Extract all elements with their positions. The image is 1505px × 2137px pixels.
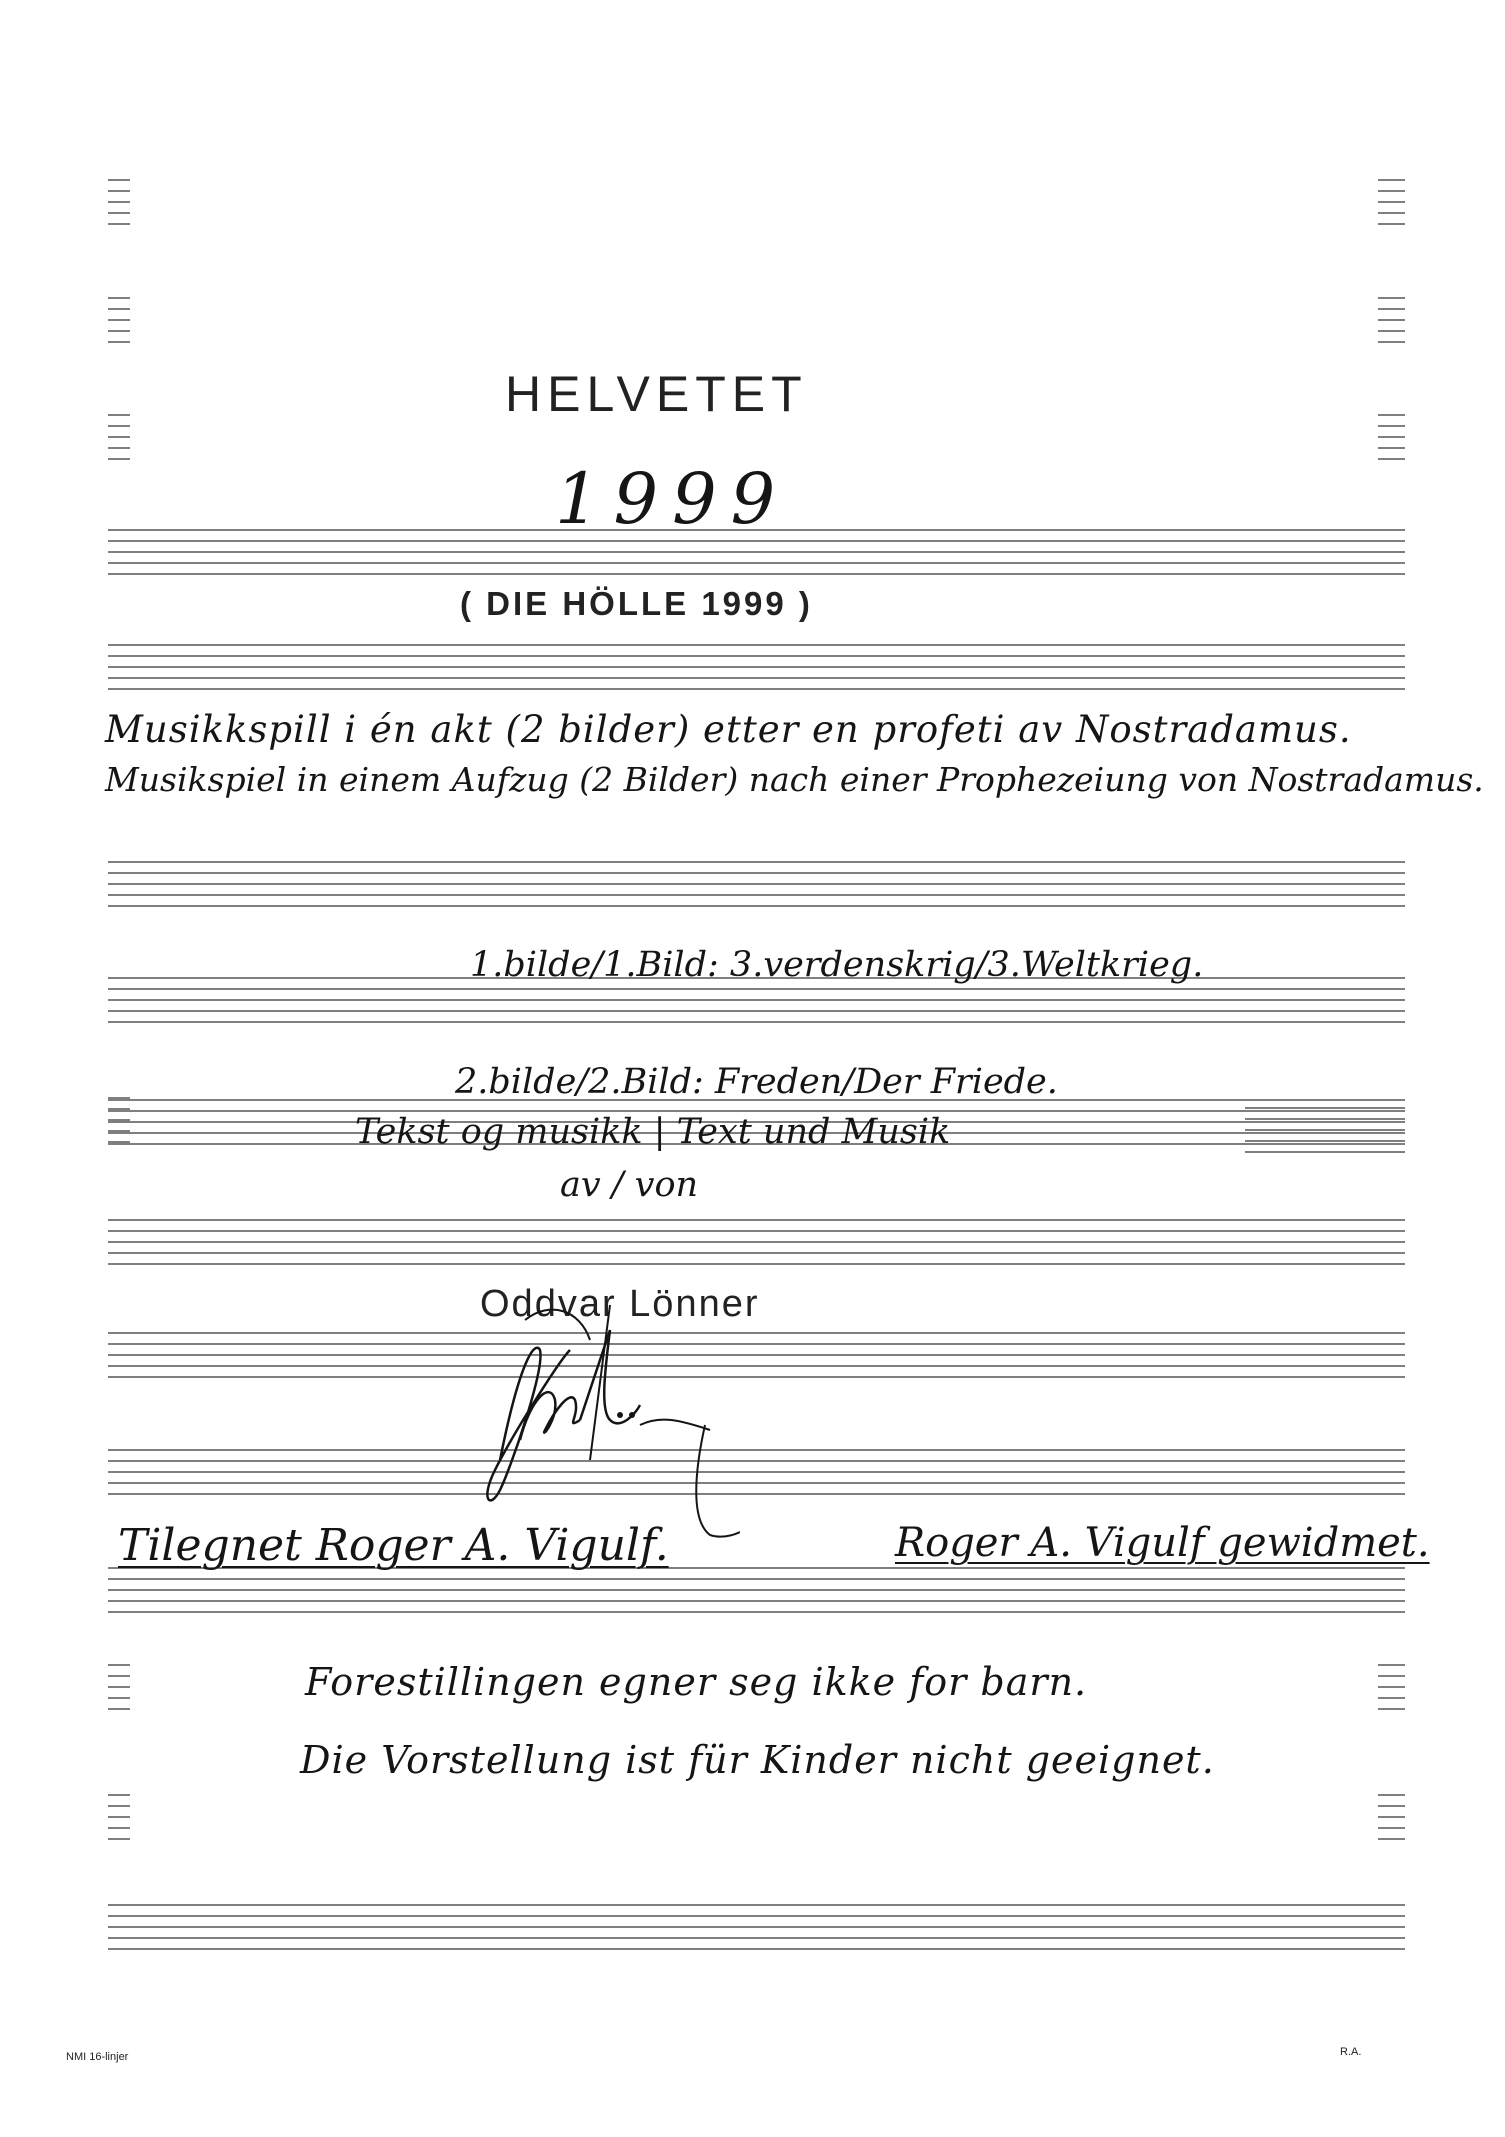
subtitle-norwegian: Musikkspill i én akt (2 bilder) etter en profeti av Nostradamus. — [105, 708, 1352, 751]
title: HELVETET — [505, 366, 808, 422]
signature — [440, 1300, 740, 1540]
german-title: ( DIE HÖLLE 1999 ) — [460, 585, 813, 622]
warning-norwegian: Forestillingen egner seg ikke for barn. — [305, 1660, 1088, 1704]
footer-paper-label: NMI 16-linjer — [66, 2051, 129, 2063]
dedication-german: Roger A. Vigulf gewidmet. — [895, 1520, 1430, 1566]
scene-1: 1.bilde/1.Bild: 3.verdenskrig/3.Weltkrieg. — [470, 945, 1204, 985]
composer-name: Oddvar Lönner — [480, 1283, 760, 1325]
warning-german: Die Vorstellung ist für Kinder nicht geeignet. — [300, 1738, 1215, 1782]
text-and-music: Tekst og musikk | Text und Musik — [355, 1112, 951, 1152]
scene-2: 2.bilde/2.Bild: Freden/Der Friede. — [455, 1062, 1058, 1102]
by-von: av / von — [560, 1165, 699, 1205]
dedication-norwegian: Tilegnet Roger A. Vigulf. — [118, 1520, 669, 1571]
subtitle-german: Musikspiel in einem Aufzug (2 Bilder) nach einer Prophezeiung von Nostradamus. — [105, 760, 1484, 799]
year: 1999 — [555, 458, 790, 540]
footer-initials: R.A. — [1340, 2046, 1362, 2058]
